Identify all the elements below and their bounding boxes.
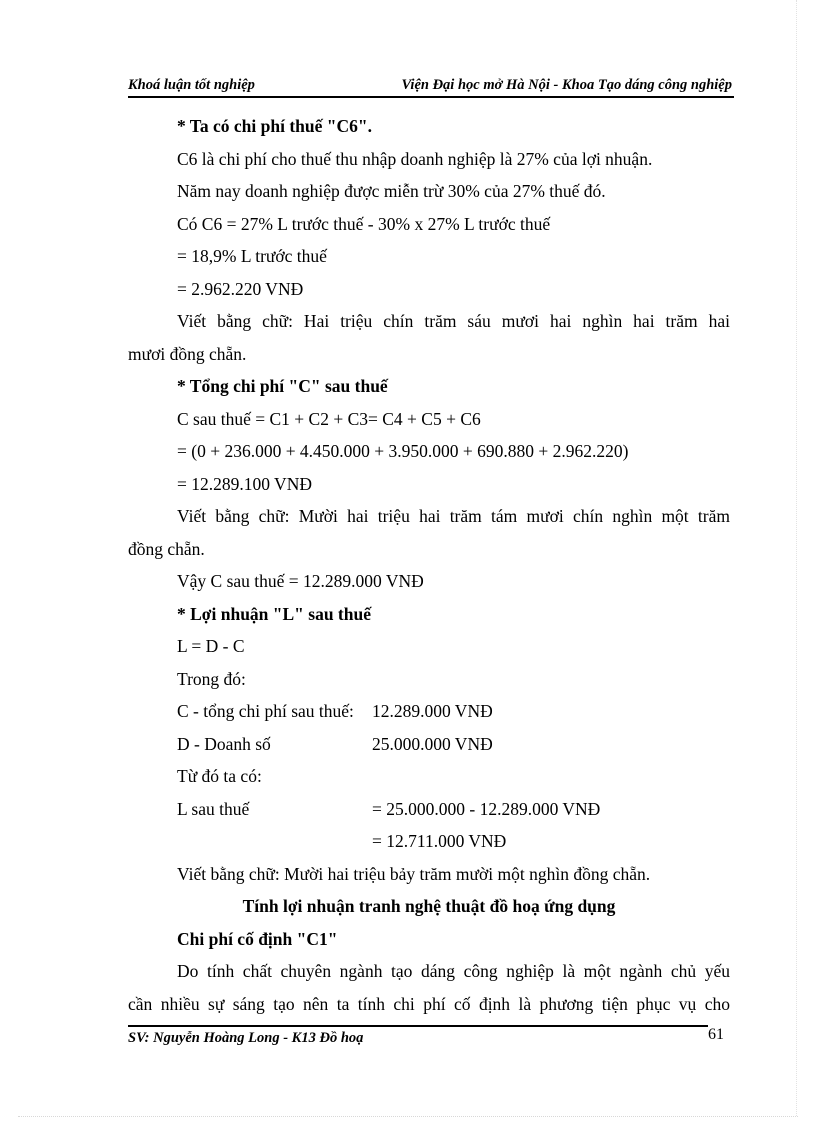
paragraph-line: Năm nay doanh nghiệp được miễn trừ 30% của 27% thuế đó.: [177, 181, 606, 201]
page-header: [128, 77, 732, 97]
section-heading-total-cost: * Tổng chi phí "C" sau thuế: [177, 376, 388, 396]
profit-result-row: [128, 825, 730, 858]
paragraph-line: Từ đó ta có:: [177, 766, 262, 786]
header-right-title: Viện Đại học mở Hà Nội - Khoa Tạo dáng công nghiệp: [401, 77, 732, 93]
section-title: Tính lợi nhuận tranh nghệ thuật đồ hoạ ứng dụng: [242, 896, 616, 916]
page-number: 61: [708, 1026, 724, 1043]
profit-label: L sau thuế: [177, 798, 250, 819]
footer-author: SV: Nguyễn Hoàng Long - K13 Đồ hoạ: [128, 1030, 364, 1046]
formula-line: = 18,9% L trước thuế: [177, 246, 327, 266]
revenue-row: [128, 728, 730, 761]
section-heading-profit: * Lợi nhuận "L" sau thuế: [177, 603, 371, 624]
page-border-bottom: [18, 1116, 798, 1117]
paragraph-line: Trong đó:: [177, 668, 246, 689]
section-heading-fixed-cost: Chi phí cố định "C1": [177, 928, 338, 949]
header-left-title: Khoá luận tốt nghiệp: [128, 77, 255, 93]
revenue-label: D - Doanh số: [177, 733, 271, 754]
section-heading-c6: * Ta có chi phí thuế "C6".: [177, 116, 372, 136]
cost-row: [128, 695, 730, 728]
profit-value-formula: = 25.000.000 - 12.289.000 VNĐ: [372, 798, 601, 819]
paragraph-line: Viết bằng chữ: Hai triệu chín trăm sáu mươi hai nghìn hai trăm hai: [177, 311, 730, 331]
formula-line: C sau thuế = C1 + C2 + C3= C4 + C5 + C6: [177, 408, 481, 429]
page-border-right: [796, 0, 797, 1116]
profit-value-result: = 12.711.000 VNĐ: [372, 831, 507, 851]
paragraph-line: Vậy C sau thuế = 12.289.000 VNĐ: [177, 571, 424, 591]
paragraph-line: mươi đồng chẵn.: [128, 343, 247, 364]
formula-line: = 2.962.220 VNĐ: [177, 278, 304, 299]
paragraph-line: Do tính chất chuyên ngành tạo dáng công nghiệp là một ngành chủ yếu: [177, 961, 730, 981]
cost-label: C - tổng chi phí sau thuế:: [177, 701, 354, 721]
paragraph-line: Viết bằng chữ: Mười hai triệu hai trăm tám mươi chín nghìn một trăm: [177, 506, 730, 526]
paragraph-line: C6 là chi phí cho thuế thu nhập doanh nghiệp là 27% của lợi nhuận.: [177, 148, 653, 169]
cost-value: 12.289.000 VNĐ: [372, 701, 493, 721]
profit-row: [128, 793, 730, 826]
formula-line: Có C6 = 27% L trước thuế - 30% x 27% L trước thuế: [177, 213, 551, 234]
formula-line: L = D - C: [177, 636, 245, 656]
formula-line: = (0 + 236.000 + 4.450.000 + 3.950.000 + 690.880 + 2.962.220): [177, 441, 629, 461]
paragraph-line: Viết bằng chữ: Mười hai triệu bảy trăm mười một nghìn đồng chẵn.: [177, 863, 651, 884]
formula-line: = 12.289.100 VNĐ: [177, 473, 312, 494]
spacer: [128, 825, 372, 858]
paragraph-line: cần nhiều sự sáng tạo nên ta tính chi phí cố định là phương tiện phục vụ cho: [128, 993, 730, 1014]
revenue-value: 25.000.000 VNĐ: [372, 733, 493, 754]
document-body: [128, 110, 730, 1020]
paragraph-line: đồng chẵn.: [128, 538, 205, 559]
footer-rule: [128, 1025, 708, 1027]
header-rule: [128, 96, 734, 98]
